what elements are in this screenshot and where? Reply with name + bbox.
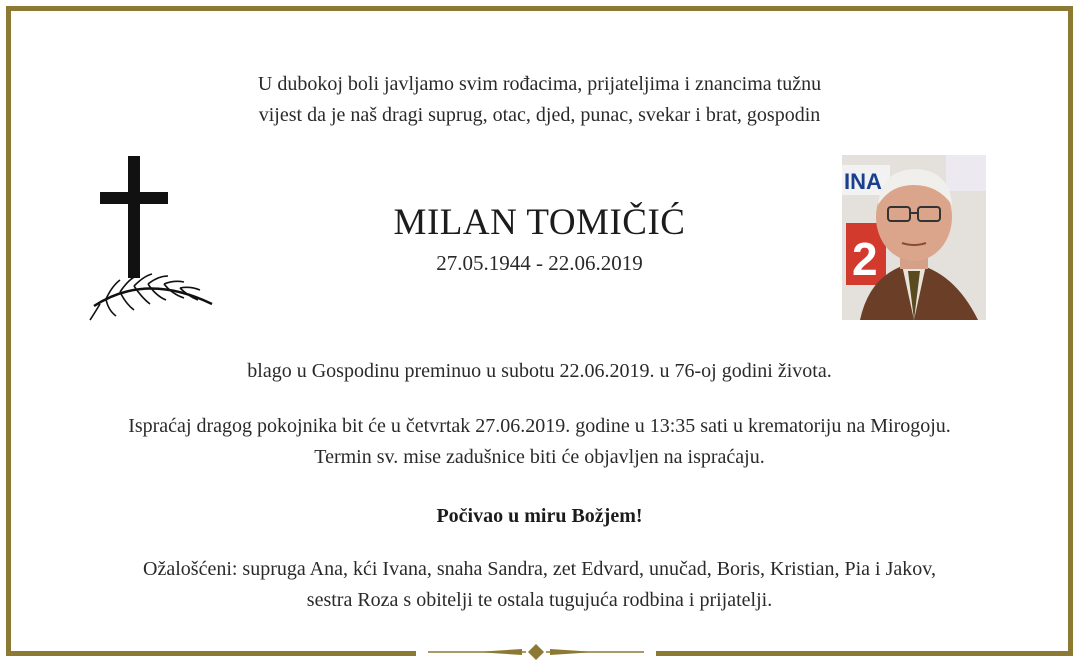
diamond-ornament-icon — [416, 639, 656, 665]
ceremony-line-2: Termin sv. mise zadušnice biti će objavljen na ispraćaju. — [314, 446, 765, 468]
passing-text: blago u Gospodinu preminuo u subotu 22.06.2019. u 76-oj godini života. — [247, 360, 832, 382]
mourners-line-1: Ožalošćeni: supruga Ana, kći Ivana, snaha Sandra, zet Edvard, unučad, Boris, Kristian, Pia i Jakov, — [143, 558, 936, 580]
intro-line-1: U dubokoj boli javljamo svim rođacima, prijateljima i znancima tužnu — [257, 73, 822, 95]
intro-line-2: vijest da je naš dragi suprug, otac, djed, punac, svekar i brat, gospodin — [258, 104, 821, 126]
rest-in-peace-text: Počivao u miru Božjem! — [436, 505, 643, 527]
mourners-line-2: sestra Roza s obitelji te ostala tugujuća rodbina i prijatelji. — [306, 589, 773, 611]
intro-text — [11, 69, 1068, 131]
deceased-name: MILAN TOMIČIĆ — [393, 202, 686, 243]
life-dates: 27.05.1944 - 22.06.2019 — [436, 251, 643, 275]
sign-number: 2 — [852, 233, 878, 285]
ceremony-text — [11, 411, 1068, 473]
portrait-photo — [842, 155, 986, 320]
obituary-card — [6, 6, 1073, 656]
sign-text: INA — [844, 169, 882, 194]
ceremony-line-1: Ispraćaj dragog pokojnika bit će u četvrtak 27.06.2019. godine u 13:35 sati u krematoriju na Mirogoju. — [128, 415, 951, 437]
mourners-text — [11, 554, 1068, 616]
